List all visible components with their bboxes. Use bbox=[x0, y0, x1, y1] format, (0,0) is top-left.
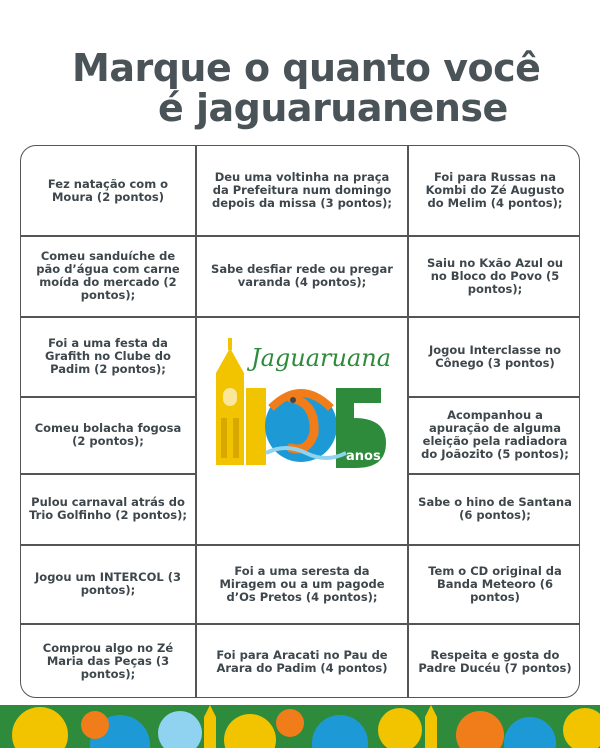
bingo-cell[interactable]: Foi para Russas na Kombi do Zé Augusto do Melim (4 pontos); bbox=[425, 170, 565, 210]
church-tower-icon bbox=[216, 338, 244, 465]
digit-one-shape bbox=[246, 388, 266, 465]
title-line-2: é jaguaruanense bbox=[158, 86, 508, 130]
bingo-cell[interactable]: Comeu sanduíche de pão d’água com carne moída do mercado (2 pontos); bbox=[36, 249, 180, 302]
title-line-1: Marque o quanto você bbox=[72, 46, 541, 90]
bingo-cell[interactable]: Jogou Interclasse no Cônego (3 pontos) bbox=[428, 342, 562, 370]
bingo-cell[interactable]: Saiu no Kxão Azul ou no Bloco do Povo (5 pontos); bbox=[426, 255, 564, 296]
bingo-cell[interactable]: Comprou algo no Zé Maria das Peças (3 pontos); bbox=[42, 641, 174, 681]
bingo-cell[interactable]: Pulou carnaval atrás do Trio Golfinho (2 pontos); bbox=[29, 495, 187, 522]
logo-anos-text: anos bbox=[346, 449, 381, 464]
bingo-cell[interactable]: Foi para Aracati no Pau de Arara do Padim (4 pontos) bbox=[216, 647, 388, 675]
bingo-cell[interactable]: Foi a uma festa da Grafith no Clube do Padim (2 pontos); bbox=[45, 336, 171, 376]
bingo-cell[interactable]: Respeita e gosta do Padre Ducéu (7 pontos) bbox=[418, 647, 572, 675]
bingo-cell[interactable]: Deu uma voltinha na praça da Prefeitura num domingo depois da missa (3 pontos); bbox=[211, 170, 392, 210]
logo-script-text: Jaguaruana bbox=[251, 344, 392, 372]
bingo-board bbox=[20, 145, 580, 698]
bingo-cell[interactable]: Sabe o hino de Santana (6 pontos); bbox=[418, 495, 572, 522]
bingo-cell[interactable]: Comeu bolacha fogosa (2 pontos); bbox=[34, 421, 182, 448]
bingo-cell[interactable]: Fez natação com o Moura (2 pontos) bbox=[47, 176, 169, 204]
decorative-footer-strip bbox=[0, 705, 600, 748]
bingo-cell[interactable]: Tem o CD original da Banda Meteoro (6 pontos) bbox=[428, 563, 562, 604]
bingo-cell[interactable]: Acompanhou a apuração de alguma eleição pela radiadora do Joãozito (5 pontos); bbox=[421, 408, 569, 461]
bingo-cell[interactable]: Foi a uma seresta da Miragem ou a um pagode d’Os Pretos (4 pontos); bbox=[219, 563, 385, 604]
bingo-cell[interactable]: Jogou um INTERCOL (3 pontos); bbox=[35, 570, 181, 597]
bingo-cell[interactable]: Sabe desfiar rede ou pregar varanda (4 pontos); bbox=[211, 262, 393, 289]
jaguaruana-135-logo bbox=[196, 318, 406, 488]
